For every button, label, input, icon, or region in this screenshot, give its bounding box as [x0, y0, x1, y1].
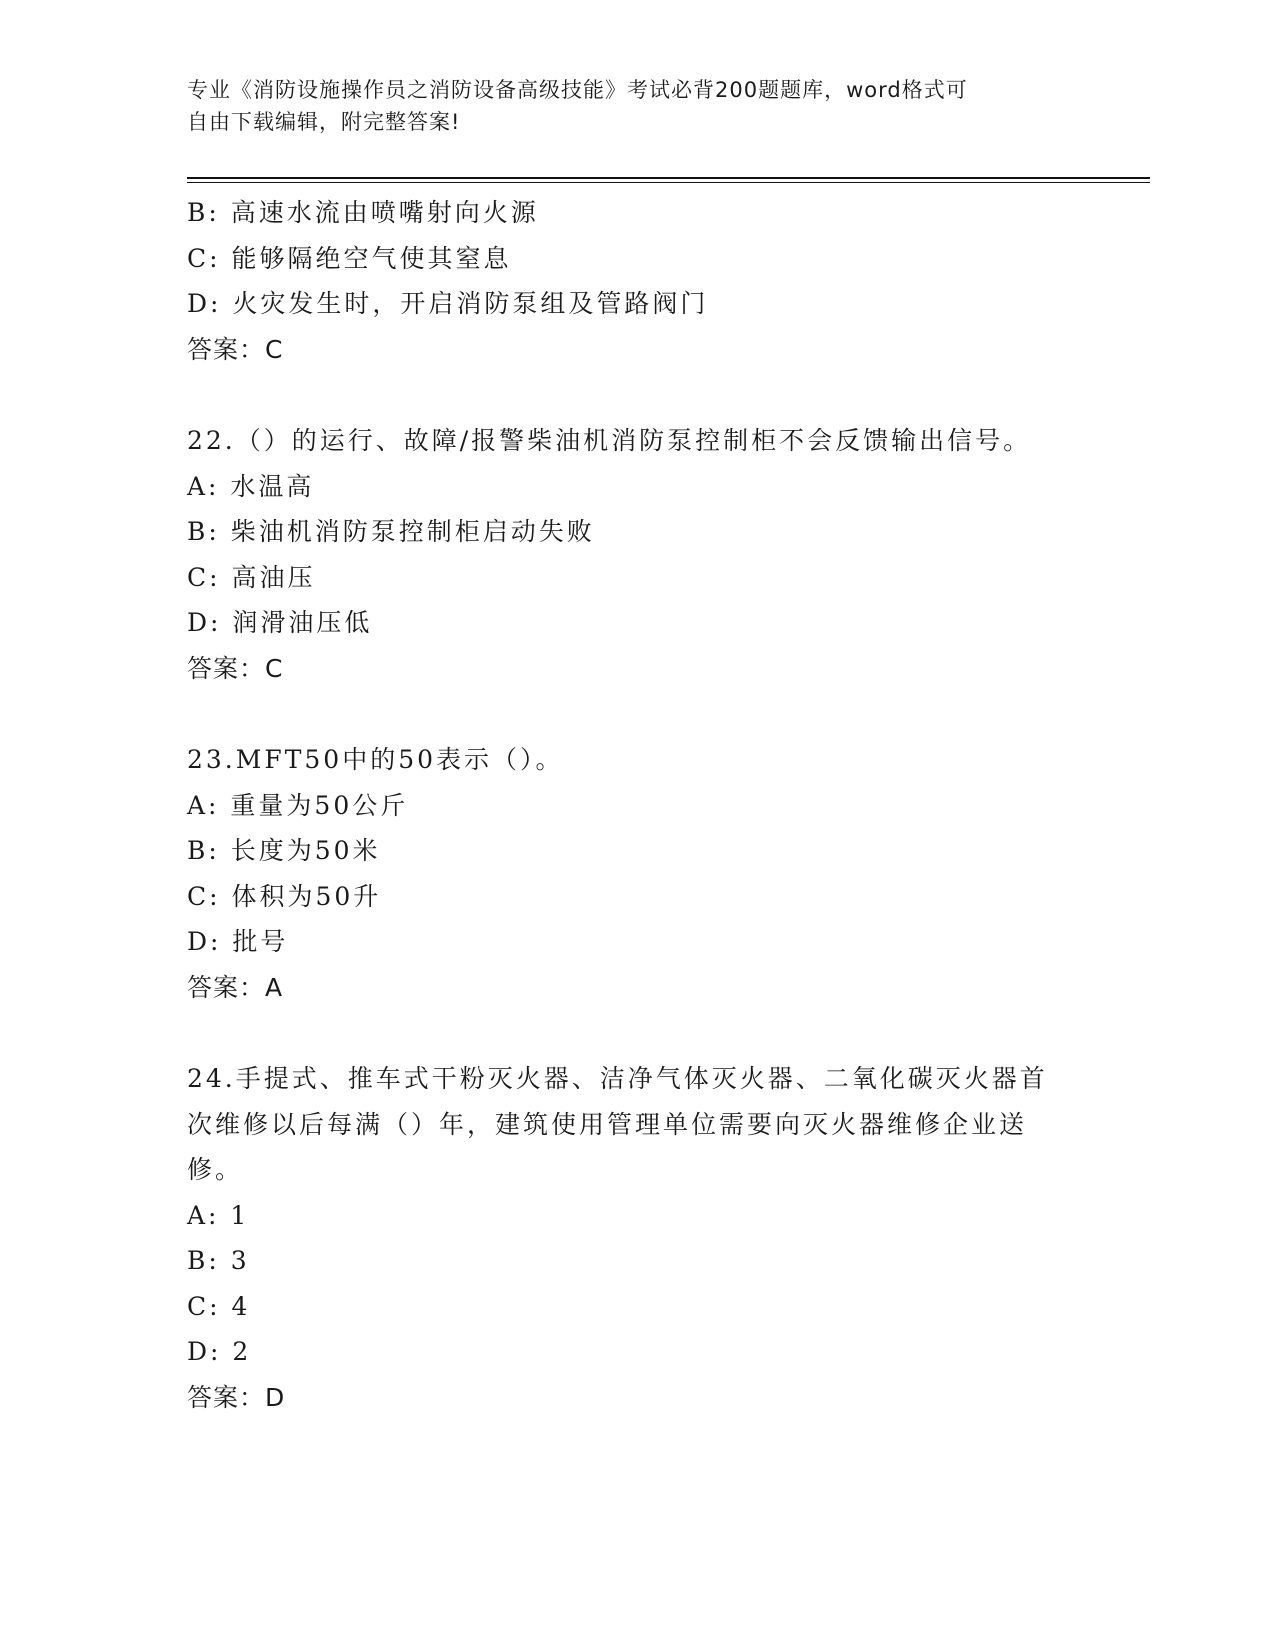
option-c: C: 4: [187, 1291, 251, 1321]
header-title-line-1: 专业《消防设施操作员之消防设备高级技能》考试必背200题题库，word格式可: [187, 78, 968, 102]
option-c: C: 体积为50升: [187, 881, 382, 911]
option-c: C: 高油压: [187, 562, 316, 592]
answer: 答案：D: [187, 1382, 286, 1412]
question-stem: 23.MFT50中的50表示（）。: [187, 745, 564, 774]
option-a: A: 1: [187, 1200, 250, 1230]
option-b: B: 长度为50米: [187, 836, 381, 865]
question-content: [187, 190, 1087, 1420]
question-23: [187, 737, 1087, 1010]
answer: 答案：C: [187, 334, 284, 364]
option-a: A: 水温高: [187, 471, 315, 501]
option-c: C: 能够隔绝空气使其窒息: [187, 243, 512, 273]
option-b: B: 3: [187, 1246, 250, 1275]
spacer: [187, 691, 1087, 737]
header-divider-thin: [187, 182, 1150, 183]
question-21: [187, 190, 1087, 372]
header-title-line-2: 自由下载编辑，附完整答案!: [187, 110, 461, 134]
option-d: D: 2: [187, 1337, 252, 1366]
document-header: [187, 74, 1067, 138]
question-22: [187, 418, 1087, 691]
option-a: A: 重量为50公斤: [187, 790, 409, 820]
question-stem: 22.（）的运行、故障/报警柴油机消防泵控制柜不会反馈输出信号。: [187, 426, 1032, 455]
option-d: D: 批号: [187, 927, 289, 956]
spacer: [187, 372, 1087, 418]
option-b: B: 高速水流由喷嘴射向火源: [187, 198, 539, 227]
question-stem-line-1: 24.手提式、推车式干粉灭火器、洁净气体灭火器、二氧化碳灭火器首: [187, 1064, 1048, 1093]
answer: 答案：C: [187, 653, 284, 683]
spacer: [187, 1010, 1087, 1056]
question-24: [187, 1056, 1087, 1420]
header-divider-thick: [187, 177, 1150, 179]
option-d: D: 火灾发生时，开启消防泵组及管路阀门: [187, 289, 709, 318]
option-b: B: 柴油机消防泵控制柜启动失败: [187, 517, 595, 546]
question-stem-line-2: 次维修以后每满（）年，建筑使用管理单位需要向灭火器维修企业送: [187, 1109, 1028, 1139]
option-d: D: 润滑油压低: [187, 608, 373, 637]
answer: 答案：A: [187, 972, 284, 1002]
question-stem-line-3: 修。: [187, 1155, 244, 1184]
